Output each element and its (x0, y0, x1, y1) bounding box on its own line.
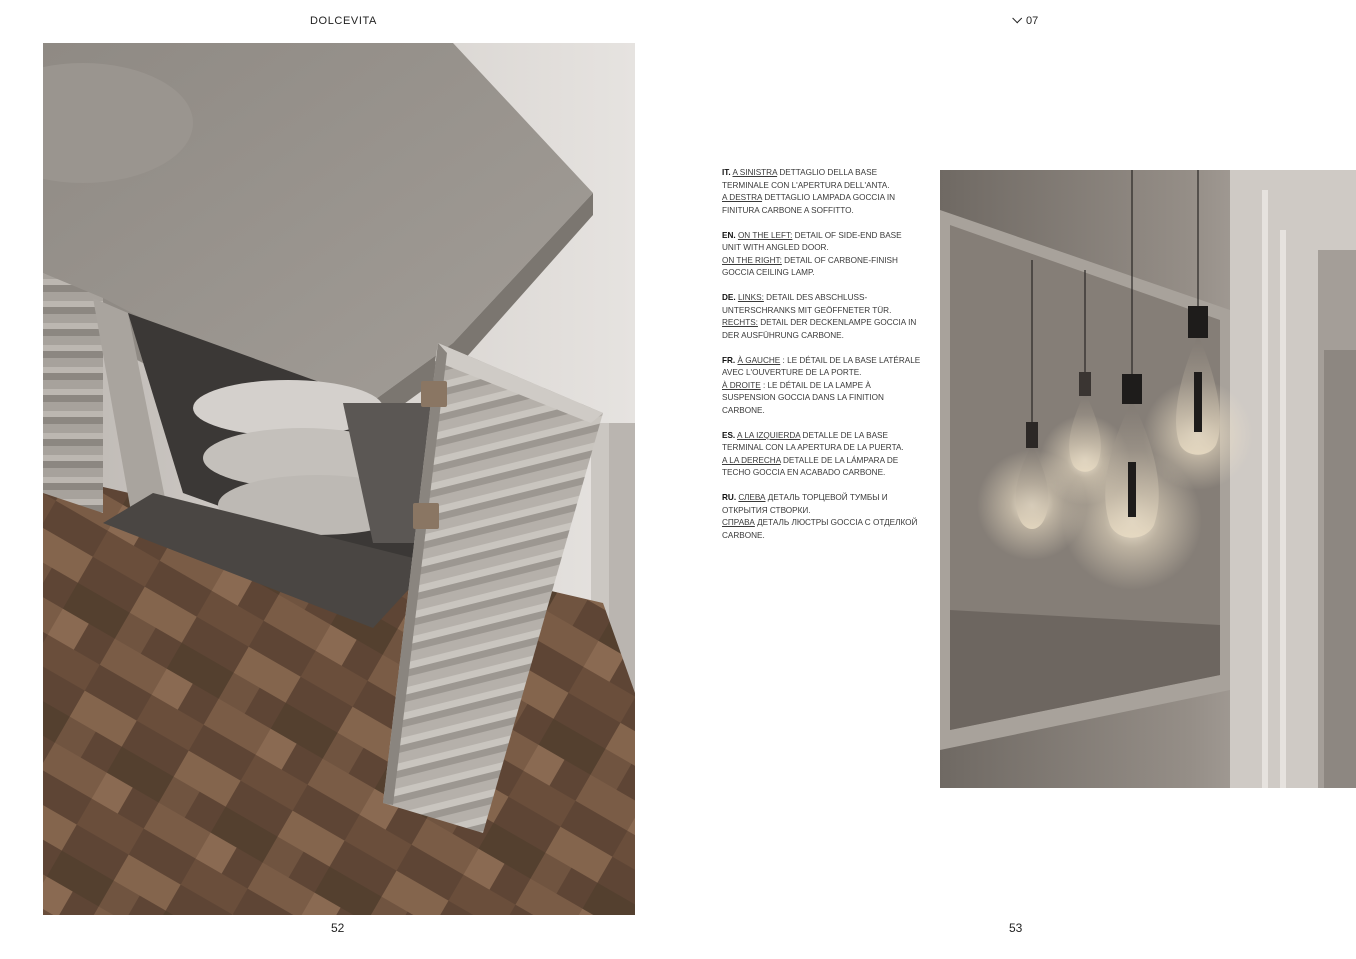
caption-es (722, 430, 922, 480)
caption-lang: FR. (722, 355, 736, 365)
caption-right-text: : LE DÉTAIL DE LA LAMPE À SUSPENSION GOCCIA DANS LA FINITION CARBONE. (722, 380, 884, 415)
caption-right-label: A LA DERECHA (722, 455, 781, 465)
caption-left-text: DETALLE DE LA BASE TERMINAL CON LA APERTURA DE LA PUERTA. (722, 430, 904, 452)
caption-right-label: À DROITE (722, 380, 761, 390)
caption-right-label: RECHTS: (722, 318, 758, 327)
cabinet-photo (43, 43, 635, 915)
caption-right-text: DETAIL OF CARBONE-FINISH GOCCIA CEILING LAMP. (722, 255, 898, 277)
caption-right-text: ДЕТАЛЬ ЛЮСТРЫ GOCCIA С ОТДЕЛКОЙ CARBONE. (722, 518, 918, 540)
brand-title: DOLCEVITA (310, 15, 377, 27)
chevron-down-icon (1012, 13, 1022, 23)
caption-right-label: A DESTRA (722, 193, 763, 202)
page-number-left: 52 (331, 921, 345, 935)
caption-block (722, 167, 922, 555)
caption-right-text: DETTAGLIO LAMPADA GOCCIA IN FINITURA CARBONE A SOFFITTO. (722, 193, 896, 215)
caption-left-label: A LA IZQUIERDA (737, 430, 801, 440)
caption-lang: ES. (722, 430, 736, 440)
caption-left-text: DETTAGLIO DELLA BASE TERMINALE CON L'APERTURA DELL'ANTA. (722, 168, 890, 190)
caption-left-label: À GAUCHE (737, 355, 781, 365)
caption-left-label: A SINISTRA (732, 168, 778, 177)
pendant-lamp-photo (940, 170, 1356, 788)
chapter-marker (1013, 15, 1038, 27)
chapter-number: 07 (1026, 15, 1039, 27)
caption-left-text: DETAIL OF SIDE-END BASE UNIT WITH ANGLED DOOR. (722, 230, 902, 252)
caption-left-text: DETAIL DES ABSCHLUSS-UNTERSCHRANKS MIT GEÖFFNETER TÜR. (722, 293, 892, 315)
page-number-right: 53 (1009, 921, 1023, 935)
caption-lang: DE. (722, 293, 736, 302)
caption-right-label: СПРАВА (722, 518, 755, 527)
caption-it (722, 167, 922, 217)
caption-lang: EN. (722, 230, 736, 240)
caption-left-label: ON THE LEFT: (737, 230, 793, 240)
caption-lang: RU. (722, 493, 737, 502)
caption-right-text: DETALLE DE LA LÁMPARA DE TECHO GOCCIA EN ACABADO CARBONE. (722, 455, 899, 477)
caption-left-text: ДЕТАЛЬ ТОРЦЕВОЙ ТУМБЫ И ОТКРЫТИЯ СТВОРКИ. (722, 493, 888, 515)
caption-left-label: LINKS: (737, 293, 764, 302)
caption-left-label: СЛЕВА (738, 493, 766, 502)
caption-left-text: : LE DÉTAIL DE LA BASE LATÉRALE AVEC L'OUVERTURE DE LA PORTE. (722, 355, 921, 377)
caption-de (722, 292, 922, 342)
caption-right-label: ON THE RIGHT: (722, 255, 782, 265)
caption-ru (722, 492, 922, 542)
caption-fr (722, 355, 922, 418)
caption-right-text: DETAIL DER DECKENLAMPE GOCCIA IN DER AUSFÜHRUNG CARBONE. (722, 318, 917, 340)
caption-lang: IT. (722, 168, 731, 177)
caption-en (722, 230, 922, 280)
